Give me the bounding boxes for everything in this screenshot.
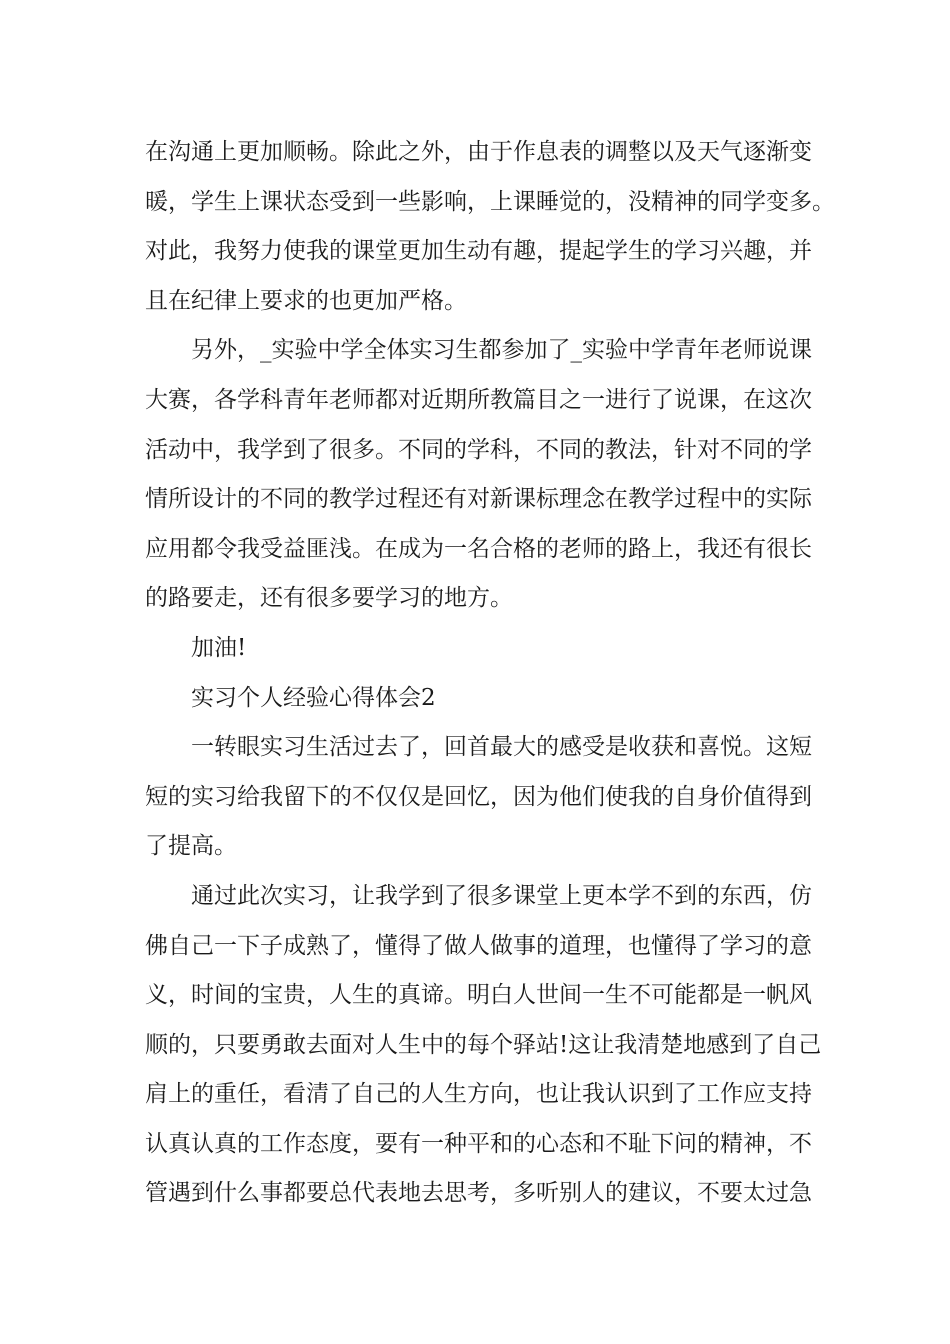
text-line-2: 暖，学生上课状态受到一些影响，上课睡觉的，没精神的同学变多。 [145, 188, 835, 215]
text-line-11: 加油! [191, 634, 247, 661]
text-line-5: 另外，_实验中学全体实习生都参加了_实验中学青年老师说课 [191, 337, 812, 364]
text-line-10: 的路要走，还有很多要学习的地方。 [145, 585, 513, 612]
text-line-19: 顺的，只要勇敢去面对人生中的每个驿站!这让我清楚地感到了自己 [145, 1031, 822, 1058]
text-line-3: 对此，我努力使我的课堂更加生动有趣，提起学生的学习兴趣，并 [145, 238, 812, 265]
text-line-4: 且在纪律上要求的也更加严格。 [145, 287, 467, 314]
document-body [145, 128, 835, 1219]
text-line-15: 了提高。 [145, 833, 237, 860]
text-line-18: 义，时间的宝贵，人生的真谛。明白人世间一生不可能都是一帆风 [145, 982, 812, 1009]
text-line-20: 肩上的重任，看清了自己的人生方向，也让我认识到了工作应支持 [145, 1081, 812, 1108]
text-line-8: 情所设计的不同的教学过程还有对新课标理念在教学过程中的实际 [145, 486, 812, 513]
text-line-17: 佛自己一下子成熟了，懂得了做人做事的道理，也懂得了学习的意 [145, 932, 812, 959]
text-line-14: 短的实习给我留下的不仅仅是回忆，因为他们使我的自身价值得到 [145, 783, 812, 810]
text-line-7: 活动中，我学到了很多。不同的学科，不同的教法，针对不同的学 [145, 436, 812, 463]
text-line-6: 大赛，各学科青年老师都对近期所教篇目之一进行了说课，在这次 [145, 386, 812, 413]
text-line-22: 管遇到什么事都要总代表地去思考，多听别人的建议，不要太过急 [145, 1180, 812, 1207]
text-line-16: 通过此次实习，让我学到了很多课堂上更本学不到的东西，仿 [191, 882, 812, 909]
text-line-9: 应用都令我受益匪浅。在成为一名合格的老师的路上，我还有很长 [145, 535, 812, 562]
section-heading: 实习个人经验心得体会2 [191, 684, 436, 711]
text-line-21: 认真认真的工作态度，要有一种平和的心态和不耻下问的精神，不 [145, 1130, 812, 1157]
text-line-1: 在沟通上更加顺畅。除此之外，由于作息表的调整以及天气逐渐变 [145, 139, 812, 165]
text-line-13: 一转眼实习生活过去了，回首最大的感受是收获和喜悦。这短 [191, 734, 812, 761]
